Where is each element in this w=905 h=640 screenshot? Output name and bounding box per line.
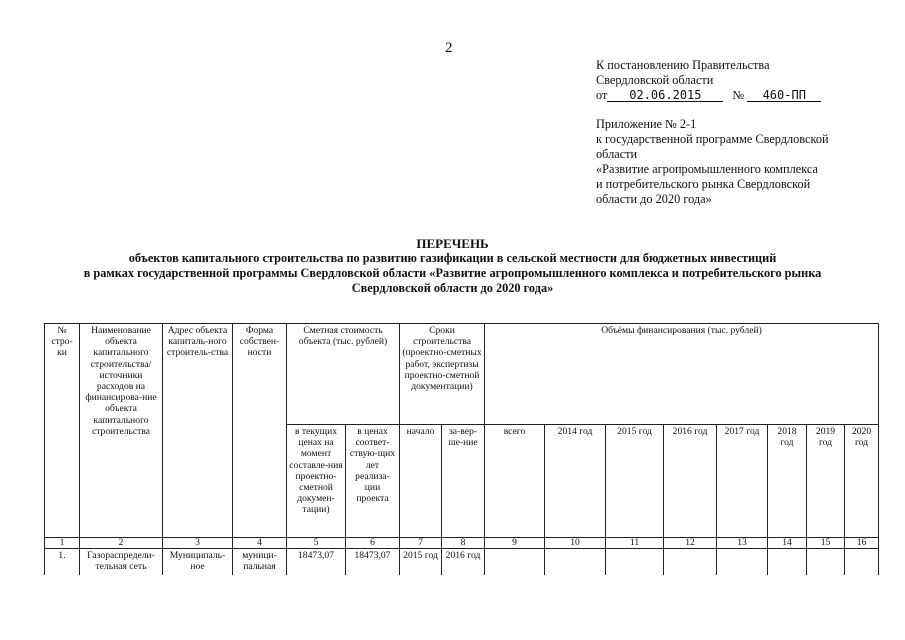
page-number: 2	[445, 40, 453, 56]
header-year: 2016 год	[664, 425, 717, 538]
column-number: 2	[80, 538, 163, 549]
cell-cost-years: 18473,07	[346, 549, 400, 576]
cell-year	[768, 549, 807, 576]
column-number: 6	[346, 538, 400, 549]
column-number: 12	[664, 538, 717, 549]
cell-start: 2015 год	[400, 549, 442, 576]
title-line-2: в рамках государственной программы Свердловской области «Развитие агропромышленного комплекса и потребительского рынка	[83, 266, 822, 280]
resolution-line-1: К постановлению Правительства	[596, 58, 770, 72]
cell-num: 1.	[45, 549, 80, 576]
objects-table	[44, 323, 879, 575]
header-row-num: № стро-ки	[45, 324, 80, 538]
header-funding: Объёмы финансирования (тыс. рублей)	[485, 324, 879, 425]
title-line-3: Свердловской области до 2020 года»	[351, 281, 554, 295]
cell-ownership: муници-пальная	[233, 549, 287, 576]
header-object-name: Наименование объекта капитального строительства/ источники расходов на финансирова-ние объекта капитального строительства	[80, 324, 163, 538]
cell-year	[845, 549, 879, 576]
document-title	[40, 236, 865, 296]
appendix-line: «Развитие агропромышленного комплекса	[596, 162, 818, 176]
header-year: 2019 год	[807, 425, 845, 538]
appendix-line: области	[596, 147, 638, 161]
header-ownership: Форма собствен-ности	[233, 324, 287, 538]
resolution-number: 460-ПП	[747, 89, 821, 102]
header-year: 2014 год	[545, 425, 606, 538]
column-number: 16	[845, 538, 879, 549]
column-number: 7	[400, 538, 442, 549]
header-year: 2017 год	[717, 425, 768, 538]
cell-year	[545, 549, 606, 576]
number-prefix: №	[732, 88, 745, 102]
appendix-line: Приложение № 2-1	[596, 117, 697, 131]
column-numbers-row	[45, 538, 879, 549]
cell-cost-current: 18473,07	[287, 549, 346, 576]
column-number: 11	[606, 538, 664, 549]
column-number: 14	[768, 538, 807, 549]
resolution-date: 02.06.2015	[607, 89, 723, 102]
cell-year	[717, 549, 768, 576]
cell-end: 2016 год	[442, 549, 485, 576]
column-number: 4	[233, 538, 287, 549]
header-year: 2020 год	[845, 425, 879, 538]
title-line-1: объектов капитального строительства по развитию газификации в сельской местности для бюджетных инвестиций	[128, 251, 777, 265]
cell-year	[807, 549, 845, 576]
header-end: за-вер-ше-ние	[442, 425, 485, 538]
appendix-block	[596, 117, 829, 207]
cell-address: Муниципаль-ное	[163, 549, 233, 576]
column-number: 9	[485, 538, 545, 549]
date-prefix: от	[596, 88, 608, 102]
header-year: 2018 год	[768, 425, 807, 538]
cell-total	[485, 549, 545, 576]
appendix-line: области до 2020 года»	[596, 192, 712, 206]
cell-year	[606, 549, 664, 576]
resolution-reference	[596, 58, 821, 103]
column-number: 10	[545, 538, 606, 549]
cell-name: Газораспредели-тельная сеть	[80, 549, 163, 576]
header-terms: Сроки строительства (проектно-сметных работ, экспертизы проектно-сметной документации)	[400, 324, 485, 425]
column-number: 1	[45, 538, 80, 549]
title-heading: ПЕРЕЧЕНЬ	[416, 236, 489, 251]
column-number: 13	[717, 538, 768, 549]
header-row-1	[45, 324, 879, 425]
resolution-line-2: Свердловской области	[596, 73, 714, 87]
column-number: 5	[287, 538, 346, 549]
header-start: начало	[400, 425, 442, 538]
header-address: Адрес объекта капиталь-ного строитель-ства	[163, 324, 233, 538]
column-number: 3	[163, 538, 233, 549]
column-number: 15	[807, 538, 845, 549]
header-estimated-cost: Сметная стоимость объекта (тыс. рублей)	[287, 324, 400, 425]
header-year: 2015 год	[606, 425, 664, 538]
cell-year	[664, 549, 717, 576]
header-total: всего	[485, 425, 545, 538]
column-number: 8	[442, 538, 485, 549]
header-cost-current: в текущих ценах на момент составле-ния проектно-сметной докумен-тации)	[287, 425, 346, 538]
appendix-line: и потребительского рынка Свердловской	[596, 177, 811, 191]
table-row	[45, 549, 879, 576]
header-cost-years: в ценах соответ-ствую-щих лет реализа-ции проекта	[346, 425, 400, 538]
appendix-line: к государственной программе Свердловской	[596, 132, 829, 146]
resolution-date-line	[596, 88, 821, 103]
